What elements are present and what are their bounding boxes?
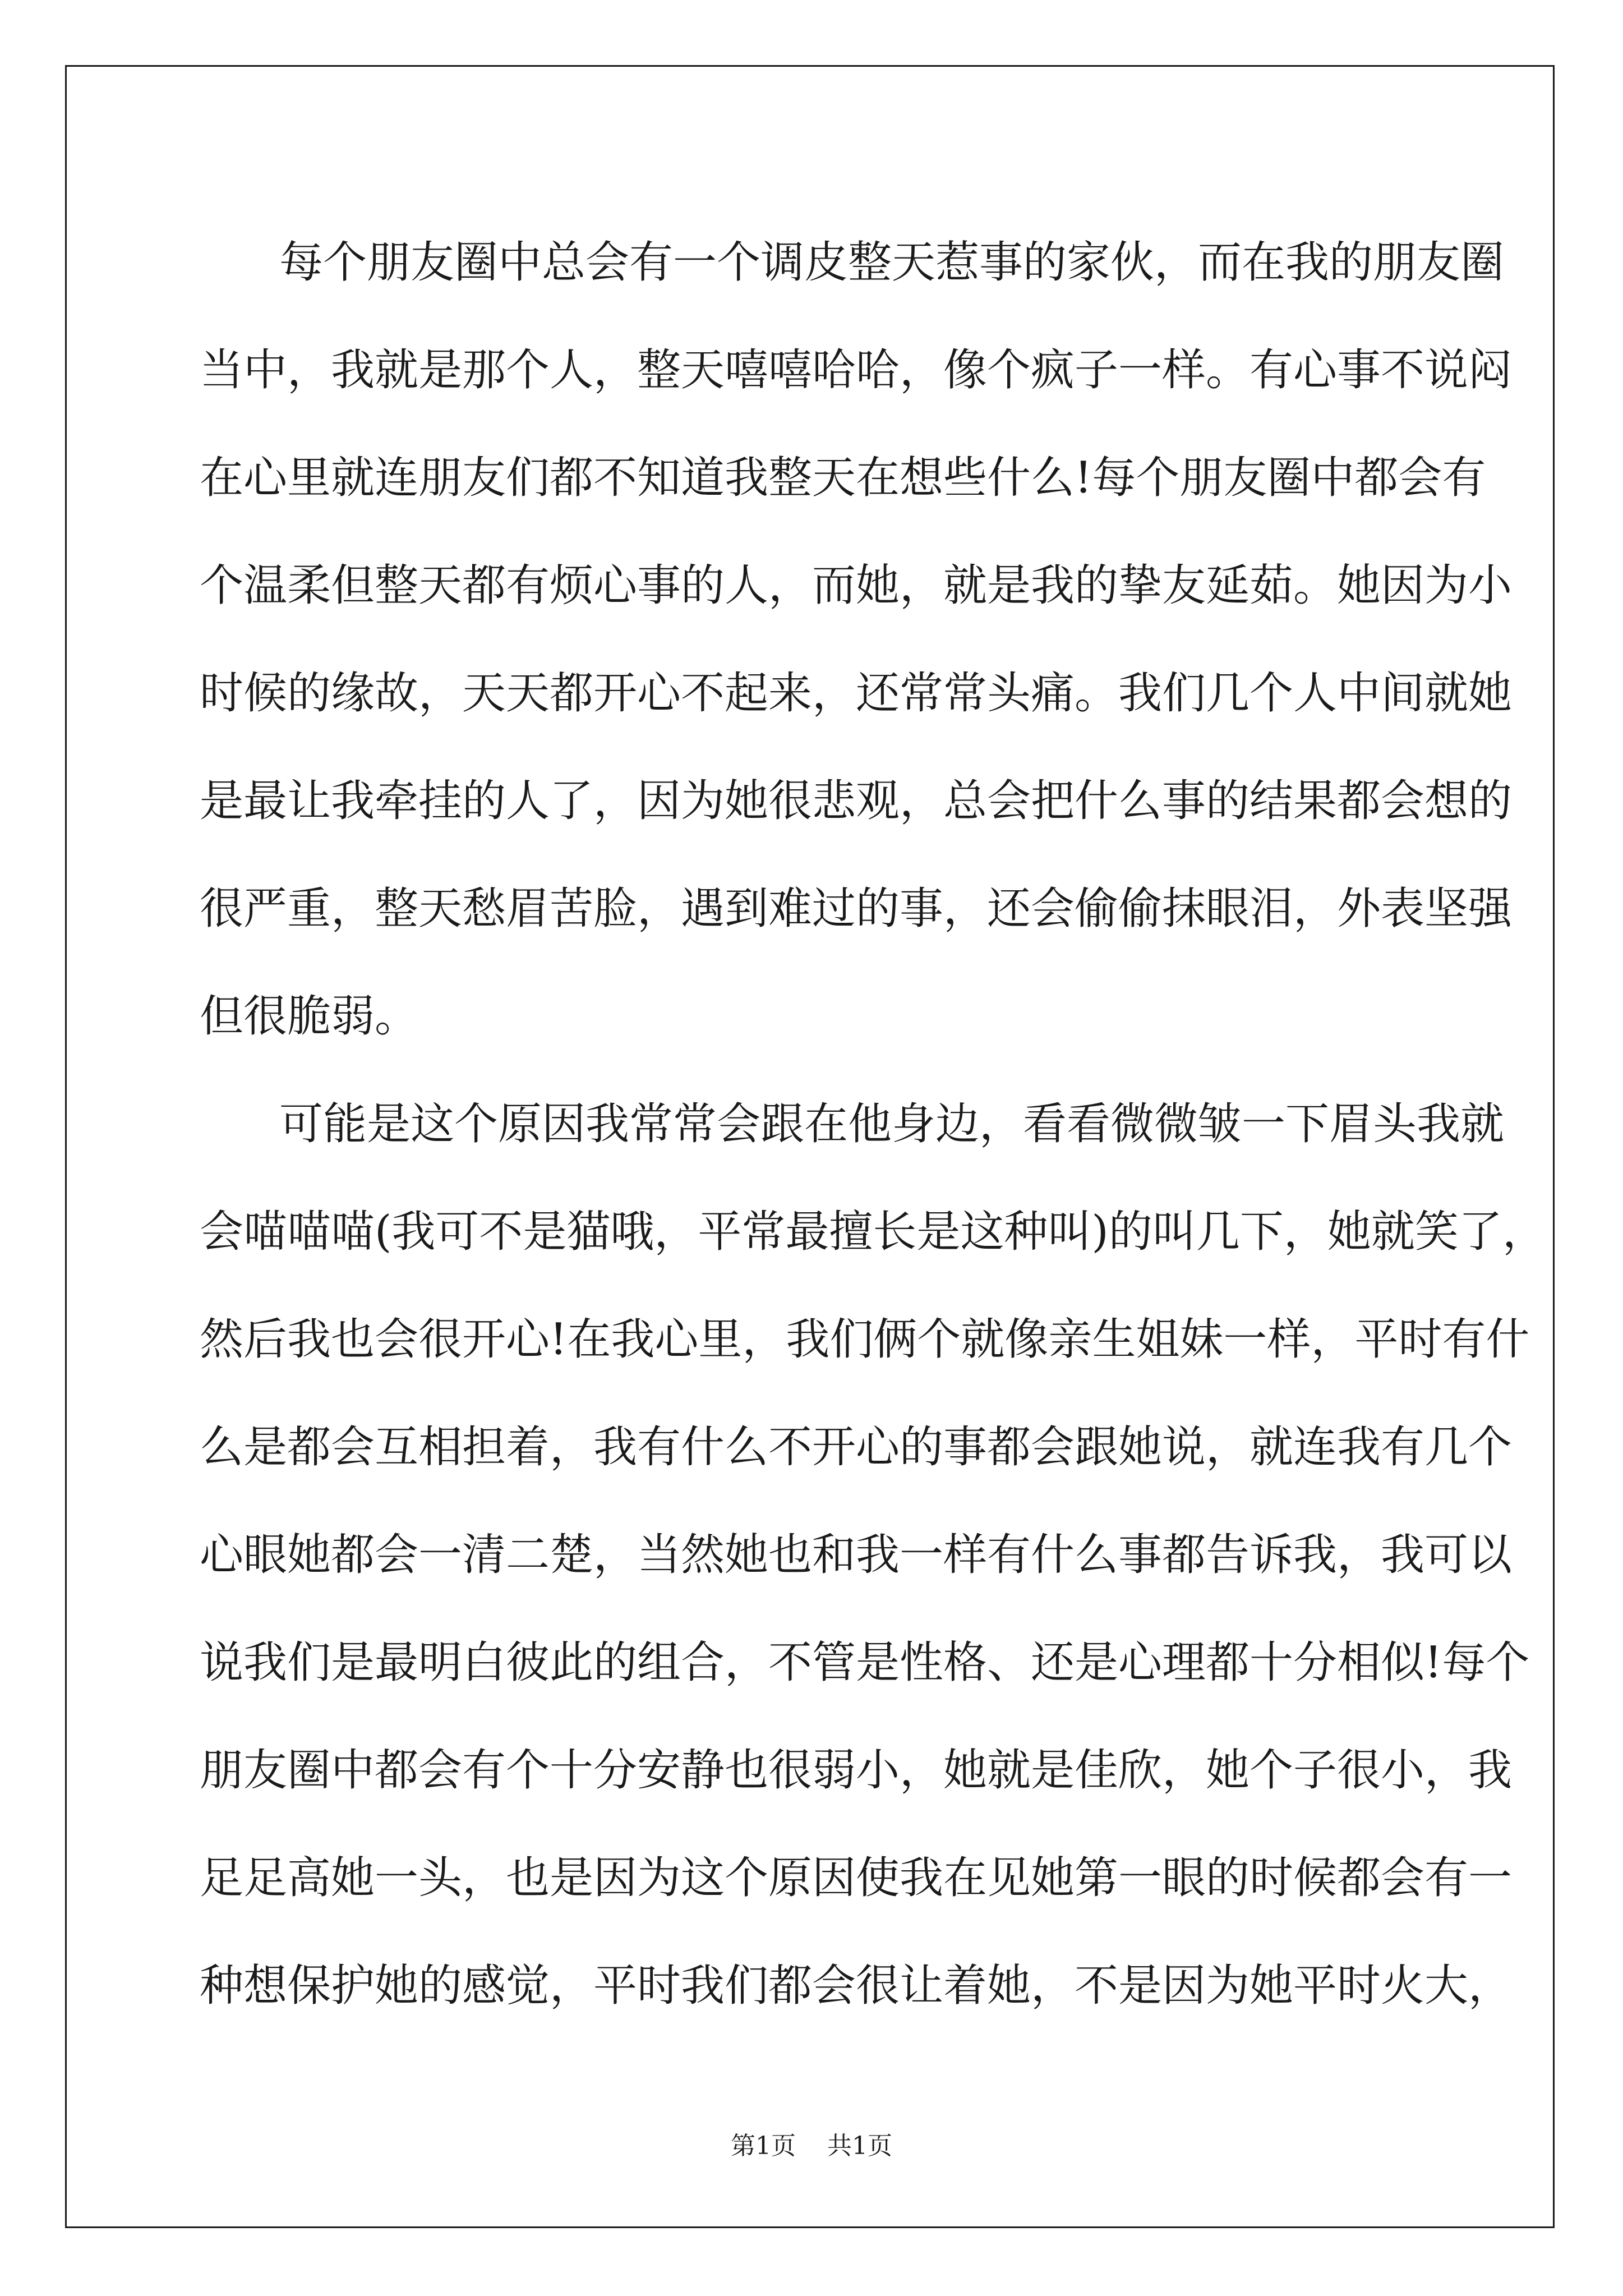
page-number: 第1页 — [731, 2132, 796, 2160]
text-line: 足足高她一头，也是因为这个原因使我在见她第一眼的时候都会有一 — [200, 1853, 1513, 1903]
text-line: 会喵喵喵(我可不是猫哦，平常最擅长是这种叫)的叫几下，她就笑了， — [200, 1207, 1546, 1257]
text-line: 但很脆弱。 — [200, 991, 419, 1042]
page-total: 共1页 — [827, 2132, 892, 2160]
document-body — [200, 209, 1546, 2040]
text-line: 在心里就连朋友们都不知道我整天在想些什么!每个朋友圈中都会有 — [200, 453, 1486, 503]
text-line: 可能是这个原因我常常会跟在他身边，看看微微皱一下眉头我就 — [279, 1099, 1505, 1149]
text-line: 每个朋友圈中总会有一个调皮整天惹事的家伙，而在我的朋友圈 — [279, 237, 1505, 288]
text-line: 是最让我牵挂的人了，因为她很悲观，总会把什么事的结果都会想的 — [200, 776, 1513, 826]
page-footer — [0, 2129, 1623, 2163]
text-line: 朋友圈中都会有个十分安静也很弱小，她就是佳欣，她个子很小，我 — [200, 1745, 1513, 1796]
text-line: 么是都会互相担着，我有什么不开心的事都会跟她说，就连我有几个 — [200, 1422, 1513, 1473]
text-line: 说我们是最明白彼此的组合，不管是性格、还是心理都十分相似!每个 — [200, 1637, 1530, 1688]
text-line: 很严重，整天愁眉苦脸，遇到难过的事，还会偷偷抹眼泪，外表坚强 — [200, 884, 1513, 934]
text-line: 当中，我就是那个人，整天嘻嘻哈哈，像个疯子一样。有心事不说闷 — [200, 345, 1513, 395]
text-line: 心眼她都会一清二楚，当然她也和我一样有什么事都告诉我，我可以 — [200, 1530, 1513, 1580]
text-line: 种想保护她的感觉，平时我们都会很让着她，不是因为她平时火大， — [200, 1961, 1513, 2011]
text-line: 个温柔但整天都有烦心事的人，而她，就是我的挚友延茹。她因为小 — [200, 560, 1513, 611]
paragraph-2 — [200, 1070, 1546, 2040]
text-line: 然后我也会很开心!在我心里，我们俩个就像亲生姐妹一样，平时有什 — [200, 1314, 1530, 1365]
text-line: 时候的缘故，天天都开心不起来，还常常头痛。我们几个人中间就她 — [200, 668, 1513, 719]
paragraph-1 — [200, 209, 1513, 1070]
